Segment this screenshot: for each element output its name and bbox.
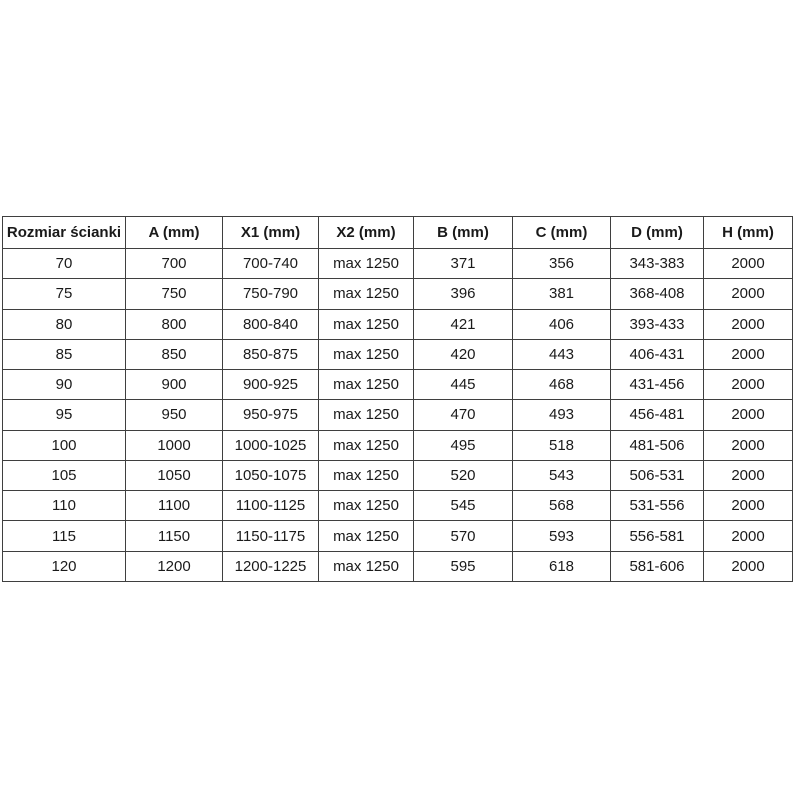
table-cell: 2000 bbox=[704, 460, 793, 490]
table-cell: 493 bbox=[513, 400, 611, 430]
column-header: A (mm) bbox=[126, 217, 223, 249]
table-cell: 368-408 bbox=[611, 279, 704, 309]
table-cell: max 1250 bbox=[319, 309, 414, 339]
table-cell: 406 bbox=[513, 309, 611, 339]
table-cell: 356 bbox=[513, 249, 611, 279]
table-cell: 800 bbox=[126, 309, 223, 339]
table-cell: 950 bbox=[126, 400, 223, 430]
table-row bbox=[3, 521, 793, 551]
table-cell: 2000 bbox=[704, 491, 793, 521]
header-row bbox=[3, 217, 793, 249]
table-cell: max 1250 bbox=[319, 400, 414, 430]
table-cell: 1150-1175 bbox=[223, 521, 319, 551]
table-cell: max 1250 bbox=[319, 491, 414, 521]
table-row bbox=[3, 279, 793, 309]
size-spec-table bbox=[2, 216, 793, 582]
table-cell: 506-531 bbox=[611, 460, 704, 490]
table-cell: max 1250 bbox=[319, 460, 414, 490]
table-cell: 545 bbox=[414, 491, 513, 521]
table-cell: 556-581 bbox=[611, 521, 704, 551]
table-cell: 900 bbox=[126, 370, 223, 400]
table-cell: 105 bbox=[3, 460, 126, 490]
table-cell: 595 bbox=[414, 551, 513, 581]
table-row bbox=[3, 309, 793, 339]
table-row bbox=[3, 460, 793, 490]
table-row bbox=[3, 370, 793, 400]
table-cell: 531-556 bbox=[611, 491, 704, 521]
table-cell: max 1250 bbox=[319, 370, 414, 400]
table-cell: max 1250 bbox=[319, 430, 414, 460]
table-cell: 495 bbox=[414, 430, 513, 460]
table-cell: 406-431 bbox=[611, 339, 704, 369]
column-header: H (mm) bbox=[704, 217, 793, 249]
column-header: X2 (mm) bbox=[319, 217, 414, 249]
table-row bbox=[3, 491, 793, 521]
table-cell: 421 bbox=[414, 309, 513, 339]
table-cell: 481-506 bbox=[611, 430, 704, 460]
table-row bbox=[3, 551, 793, 581]
table-cell: 110 bbox=[3, 491, 126, 521]
table-cell: 381 bbox=[513, 279, 611, 309]
table-cell: 618 bbox=[513, 551, 611, 581]
table-cell: 2000 bbox=[704, 430, 793, 460]
table-cell: 2000 bbox=[704, 521, 793, 551]
column-header: Rozmiar ścianki bbox=[3, 217, 126, 249]
table-cell: 2000 bbox=[704, 370, 793, 400]
table-cell: 520 bbox=[414, 460, 513, 490]
table-cell: 543 bbox=[513, 460, 611, 490]
table-cell: 343-383 bbox=[611, 249, 704, 279]
table-cell: 1000-1025 bbox=[223, 430, 319, 460]
table-cell: max 1250 bbox=[319, 551, 414, 581]
table-cell: 750 bbox=[126, 279, 223, 309]
table-cell: 750-790 bbox=[223, 279, 319, 309]
table-cell: 1000 bbox=[126, 430, 223, 460]
table-cell: 115 bbox=[3, 521, 126, 551]
table-cell: 1100-1125 bbox=[223, 491, 319, 521]
column-header: X1 (mm) bbox=[223, 217, 319, 249]
table-cell: 2000 bbox=[704, 339, 793, 369]
table-cell: 120 bbox=[3, 551, 126, 581]
table-cell: 800-840 bbox=[223, 309, 319, 339]
table-cell: 1200-1225 bbox=[223, 551, 319, 581]
table-cell: 80 bbox=[3, 309, 126, 339]
table-cell: 445 bbox=[414, 370, 513, 400]
table-cell: 700-740 bbox=[223, 249, 319, 279]
table-cell: max 1250 bbox=[319, 339, 414, 369]
table-cell: 2000 bbox=[704, 551, 793, 581]
table-cell: max 1250 bbox=[319, 279, 414, 309]
table-cell: 1200 bbox=[126, 551, 223, 581]
table-cell: max 1250 bbox=[319, 521, 414, 551]
table-cell: 1050 bbox=[126, 460, 223, 490]
table-cell: max 1250 bbox=[319, 249, 414, 279]
table-cell: 850 bbox=[126, 339, 223, 369]
table-cell: 468 bbox=[513, 370, 611, 400]
table-cell: 100 bbox=[3, 430, 126, 460]
table-cell: 1100 bbox=[126, 491, 223, 521]
table-cell: 568 bbox=[513, 491, 611, 521]
table-cell: 470 bbox=[414, 400, 513, 430]
table-cell: 850-875 bbox=[223, 339, 319, 369]
table-cell: 2000 bbox=[704, 249, 793, 279]
table-cell: 85 bbox=[3, 339, 126, 369]
table-cell: 420 bbox=[414, 339, 513, 369]
size-spec-table-container bbox=[2, 216, 792, 582]
column-header: B (mm) bbox=[414, 217, 513, 249]
table-cell: 75 bbox=[3, 279, 126, 309]
table-body bbox=[3, 249, 793, 582]
table-cell: 581-606 bbox=[611, 551, 704, 581]
table-cell: 443 bbox=[513, 339, 611, 369]
table-cell: 393-433 bbox=[611, 309, 704, 339]
table-row bbox=[3, 400, 793, 430]
table-cell: 570 bbox=[414, 521, 513, 551]
table-cell: 518 bbox=[513, 430, 611, 460]
table-cell: 456-481 bbox=[611, 400, 704, 430]
table-cell: 700 bbox=[126, 249, 223, 279]
table-cell: 1150 bbox=[126, 521, 223, 551]
table-row bbox=[3, 430, 793, 460]
table-cell: 2000 bbox=[704, 400, 793, 430]
table-cell: 900-925 bbox=[223, 370, 319, 400]
table-cell: 2000 bbox=[704, 309, 793, 339]
table-cell: 1050-1075 bbox=[223, 460, 319, 490]
table-row bbox=[3, 339, 793, 369]
table-cell: 431-456 bbox=[611, 370, 704, 400]
table-cell: 2000 bbox=[704, 279, 793, 309]
table-cell: 950-975 bbox=[223, 400, 319, 430]
table-cell: 371 bbox=[414, 249, 513, 279]
table-cell: 70 bbox=[3, 249, 126, 279]
column-header: C (mm) bbox=[513, 217, 611, 249]
table-cell: 95 bbox=[3, 400, 126, 430]
table-cell: 90 bbox=[3, 370, 126, 400]
table-cell: 396 bbox=[414, 279, 513, 309]
column-header: D (mm) bbox=[611, 217, 704, 249]
table-row bbox=[3, 249, 793, 279]
table-cell: 593 bbox=[513, 521, 611, 551]
